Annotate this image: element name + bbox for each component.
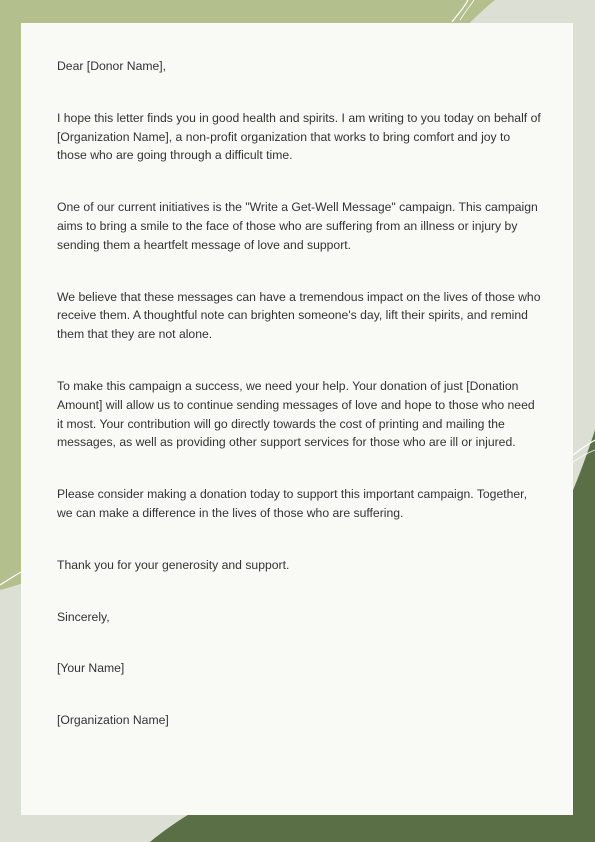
- paragraph-appeal: Please consider making a donation today to support this important campaign. Together, we can make a difference in the lives of those who are suffering.: [57, 487, 527, 520]
- letter-paper: [21, 23, 573, 815]
- salutation: Dear [Donor Name],: [57, 59, 167, 73]
- sender-organization: [Organization Name]: [57, 713, 169, 728]
- letter-body: [57, 57, 541, 763]
- sender-name: [Your Name]: [57, 661, 125, 676]
- paragraph-intro: I hope this letter finds you in good health and spirits. I am writing to you today on behalf of [Organization Name], a non-profit organization that works to bring comfort and joy to those who are going through a difficult time.: [57, 110, 541, 163]
- paragraph-campaign: One of our current initiatives is the "Write a Get-Well Message" campaign. This campaign aims to bring a smile to the face of those who are suffering from an illness or injury by sending them a heartfelt message of love and support.: [57, 200, 538, 252]
- paragraph-donation: To make this campaign a success, we need your help. Your donation of just [Donation Amount] will allow us to continue sending messages of love and hope to those who need it most. Your contribution will go directly towards the cost of printing and mailing the messages, as well as providing other support services for those who are ill or injured.: [57, 378, 535, 450]
- paragraph-thanks: Thank you for your generosity and support.: [57, 557, 290, 572]
- closing: Sincerely,: [57, 609, 110, 624]
- paragraph-impact: We believe that these messages can have a tremendous impact on the lives of those who receive them. A thoughtful note can brighten someone's day, lift their spirits, and remind them that they are not alone.: [57, 289, 541, 342]
